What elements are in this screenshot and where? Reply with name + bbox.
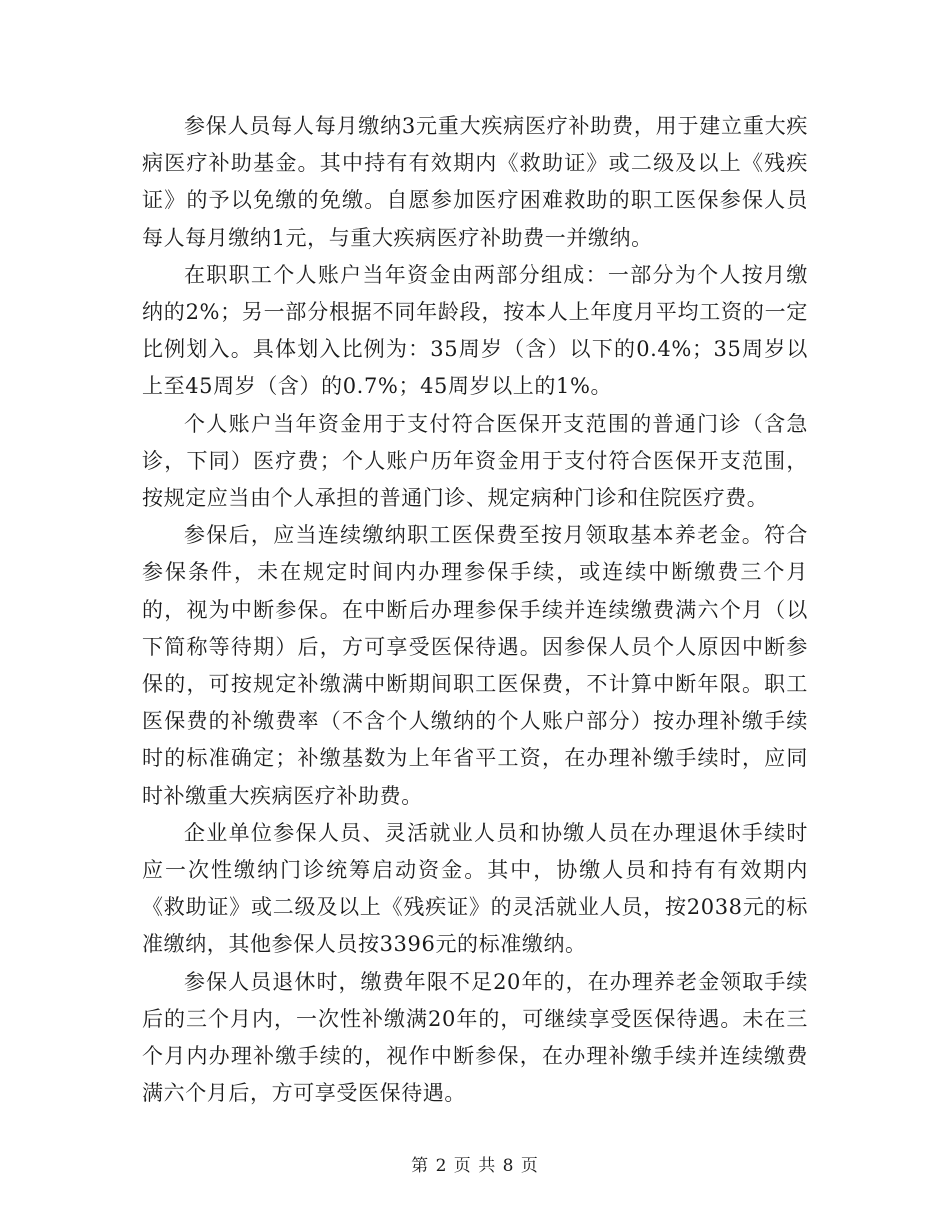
document-body	[142, 108, 808, 1112]
paragraph-contribution: 参保人员每人每月缴纳3元重大疾病医疗补助费，用于建立重大疾病医疗补助基金。其中持有有效期内《救助证》或二级及以上《残疾证》的予以免缴的免缴。自愿参加医疗困难救助的职工医保参保人员每人每月缴纳1元，与重大疾病医疗补助费一并缴纳。	[142, 114, 808, 250]
paragraph-retirement: 参保人员退休时，缴费年限不足20年的，在办理养老金领取手续后的三个月内，一次性补缴满20年的，可继续享受医保待遇。未在三个月内办理补缴手续的，视作中断参保，在办理补缴手续并连续缴费满六个月后，方可享受医保待遇。	[142, 969, 808, 1106]
page-number-footer: 第 2 页 共 8 页	[411, 1156, 539, 1176]
paragraph-account-usage: 个人账户当年资金用于支付符合医保开支范围的普通门诊（含急诊，下同）医疗费；个人账户历年资金用于支付符合医保开支范围，按规定应当由个人承担的普通门诊、规定病种门诊和住院医疗费。	[142, 411, 808, 511]
paragraph-startup-fund: 企业单位参保人员、灵活就业人员和协缴人员在办理退休手续时应一次性缴纳门诊统筹启动资金。其中，协缴人员和持有有效期内《救助证》或二级及以上《残疾证》的灵活就业人员，按2038元的标准缴纳，其他参保人员按3396元的标准缴纳。	[142, 820, 808, 957]
paragraph-continuous-payment: 参保后，应当连续缴纳职工医保费至按月领取基本养老金。符合参保条件，未在规定时间内办理参保手续，或连续中断缴费三个月的，视为中断参保。在中断后办理参保手续并连续缴费满六个月（以下简称等待期）后，方可享受医保待遇。因参保人员个人原因中断参保的，可按规定补缴满中断期间职工医保费，不计算中断年限。职工医保费的补缴费率（不含个人缴纳的个人账户部分）按办理补缴手续时的标准确定；补缴基数为上年省平工资，在办理补缴手续时，应同时补缴重大疾病医疗补助费。	[142, 523, 808, 808]
paragraph-personal-account: 在职职工个人账户当年资金由两部分组成：一部分为个人按月缴纳的2%；另一部分根据不同年龄段，按本人上年度月平均工资的一定比例划入。具体划入比例为：35周岁（含）以下的0.4%；35周岁以上至45周岁（含）的0.7%；45周岁以上的1%。	[142, 262, 808, 399]
